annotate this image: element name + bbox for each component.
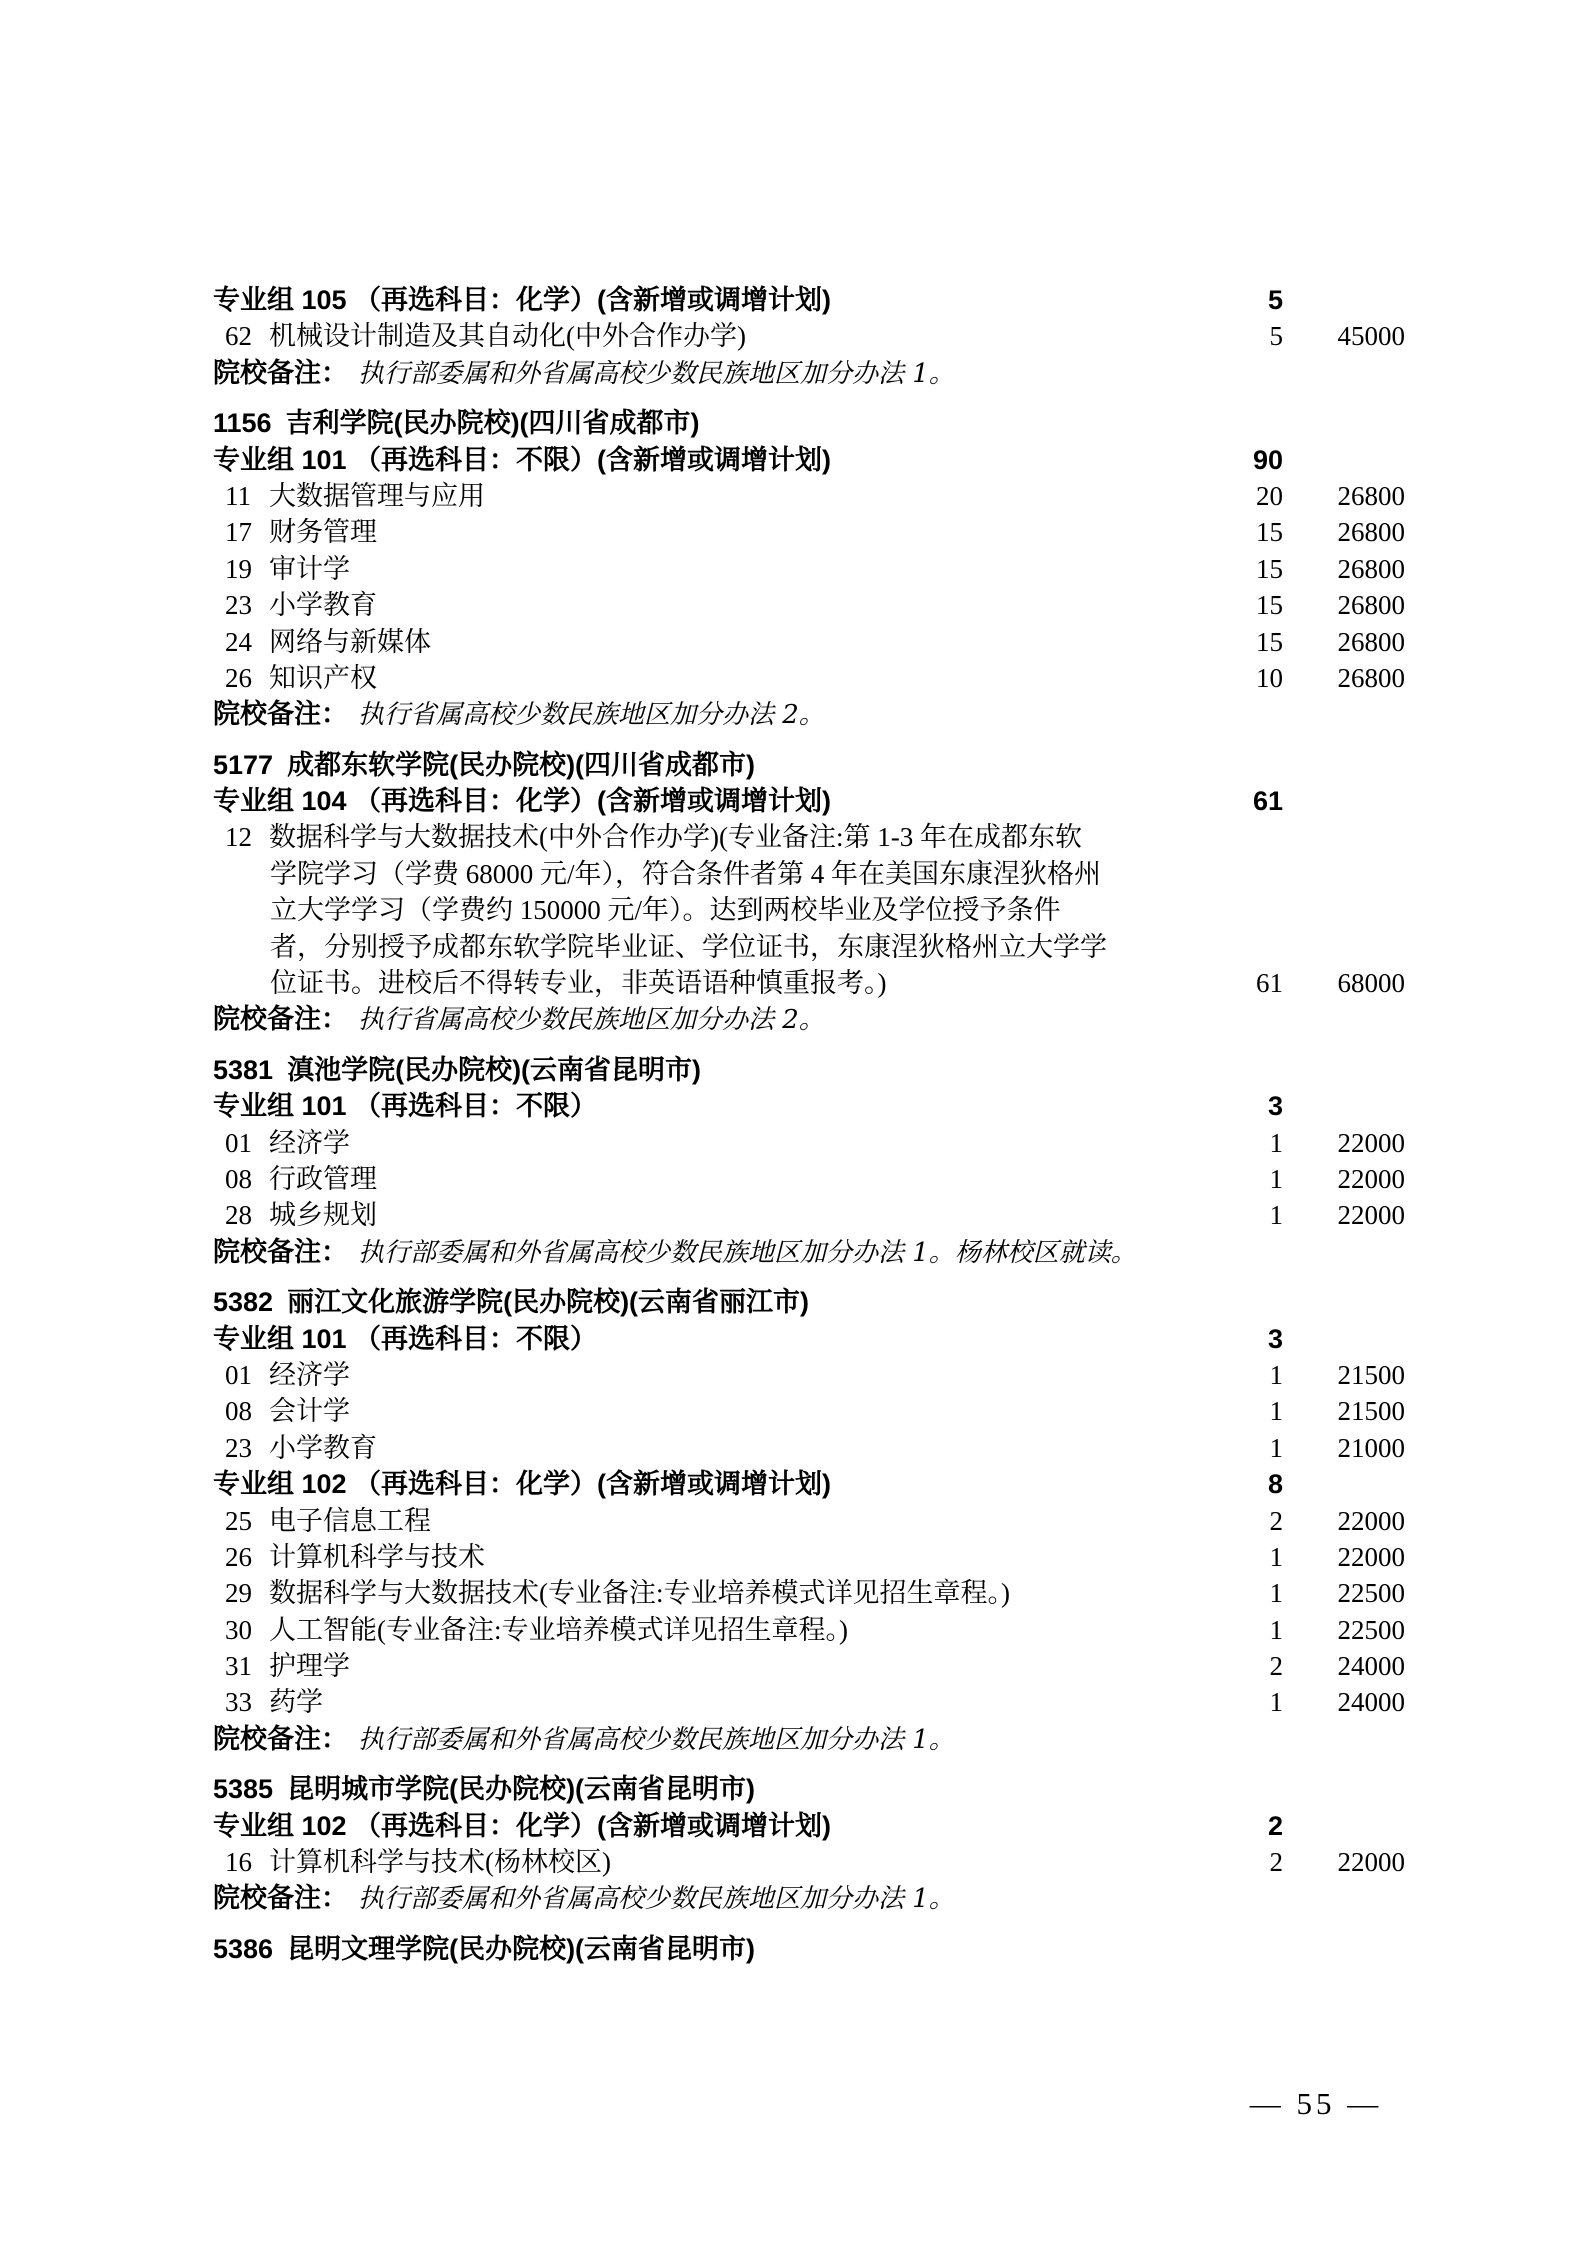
tuition-fee: 26800: [1337, 626, 1405, 657]
major-row: [213, 1503, 1413, 1539]
plan-count: 2: [1269, 1651, 1283, 1682]
institution-name: 滇池学院(民办院校)(云南省昆明市): [287, 1054, 702, 1085]
major-row: [213, 1539, 1413, 1575]
major-row: [213, 929, 1413, 965]
tuition-fee: 21000: [1337, 1432, 1405, 1463]
major-row: [213, 1197, 1413, 1233]
remark-row: [213, 1880, 1413, 1916]
remark-text: 执行省属高校少数民族地区加分办法 2。: [358, 700, 825, 731]
institution-code: 5177: [213, 749, 274, 780]
remark-row: [213, 1721, 1413, 1757]
institution-row: [213, 1284, 1413, 1320]
major-row: [213, 1161, 1413, 1197]
major-name: 会计学: [269, 1396, 350, 1427]
major-name: 机械设计制造及其自动化(中外合作办学): [269, 321, 746, 352]
major-code: 23: [225, 590, 252, 621]
institution-row: [213, 1771, 1413, 1807]
remark-label: 院校备注：: [213, 1004, 348, 1035]
major-name: 小学教育: [269, 590, 377, 621]
remark-label: 院校备注：: [213, 357, 348, 388]
institution-name: 吉利学院(民办院校)(四川省成都市): [285, 408, 700, 439]
major-row: [213, 1575, 1413, 1611]
major-row: [213, 624, 1413, 660]
group-plan-count: 3: [1267, 1091, 1283, 1122]
tuition-fee: 22500: [1337, 1578, 1405, 1609]
tuition-fee: 26800: [1337, 480, 1405, 511]
institution-name: 成都东软学院(民办院校)(四川省成都市): [287, 749, 756, 780]
major-code: 62: [225, 321, 252, 352]
major-row: [213, 1357, 1413, 1393]
remark-row: [213, 1234, 1413, 1270]
major-name: 小学教育: [269, 1432, 377, 1463]
major-code: 01: [225, 1127, 252, 1158]
tuition-fee: 22000: [1337, 1505, 1405, 1536]
tuition-fee: 22000: [1337, 1163, 1405, 1194]
major-group-header-row: [213, 282, 1413, 318]
major-group-header-row: [213, 1808, 1413, 1844]
tuition-fee: 22000: [1337, 1200, 1405, 1231]
group-plan-count: 3: [1267, 1323, 1283, 1354]
major-name: 大数据管理与应用: [269, 480, 485, 511]
major-code: 16: [225, 1847, 252, 1878]
institution-code: 1156: [213, 408, 272, 439]
major-row: [213, 587, 1413, 623]
major-name: 立大学学习（学费约 150000 元/年）。达到两校毕业及学位授予条件: [270, 895, 1061, 926]
plan-count: 1: [1269, 1127, 1283, 1158]
remark-row: [213, 696, 1413, 732]
plan-count: 15: [1256, 517, 1283, 548]
major-name: 财务管理: [269, 517, 377, 548]
remark-row: [213, 355, 1413, 391]
group-plan-count: 5: [1267, 285, 1283, 315]
major-group-title: 专业组 101 （再选科目：不限）: [213, 1323, 598, 1354]
plan-count: 15: [1256, 590, 1283, 621]
plan-count: 15: [1256, 553, 1283, 584]
plan-count: 1: [1269, 1396, 1283, 1427]
institution-code: 5381: [213, 1054, 274, 1085]
tuition-fee: 26800: [1337, 553, 1405, 584]
institution-name: 昆明文理学院(民办院校)(云南省昆明市): [287, 1933, 756, 1964]
remark-label: 院校备注：: [213, 699, 348, 730]
tuition-fee: 24000: [1337, 1687, 1405, 1718]
institution-row: [213, 405, 1413, 441]
major-row: [213, 318, 1413, 354]
institution-row: [213, 1931, 1413, 1967]
group-plan-count: 61: [1252, 786, 1283, 817]
remark-text: 执行部委属和外省属高校少数民族地区加分办法 1。: [358, 358, 955, 389]
major-name: 行政管理: [269, 1163, 377, 1194]
major-row: [213, 478, 1413, 514]
major-name: 审计学: [269, 553, 350, 584]
major-name: 数据科学与大数据技术(专业备注:专业培养模式详见招生章程。): [269, 1578, 1010, 1609]
group-plan-count: 90: [1252, 444, 1283, 475]
major-group-header-row: [213, 442, 1413, 478]
major-group-header-row: [213, 1466, 1413, 1502]
major-code: 08: [225, 1163, 252, 1194]
plan-count: 1: [1269, 1359, 1283, 1390]
major-code: 17: [225, 517, 252, 548]
remark-label: 院校备注：: [213, 1723, 348, 1754]
major-code: 24: [225, 626, 252, 657]
major-name: 网络与新媒体: [269, 626, 431, 657]
plan-count: 2: [1269, 1847, 1283, 1878]
plan-count: 1: [1269, 1614, 1283, 1645]
tuition-fee: 21500: [1337, 1396, 1405, 1427]
tuition-fee: 21500: [1337, 1359, 1405, 1390]
plan-count: 1: [1269, 1541, 1283, 1572]
major-name: 计算机科学与技术(杨林校区): [269, 1847, 611, 1878]
major-row: [213, 660, 1413, 696]
major-code: 33: [225, 1687, 252, 1718]
page-footer: — 55 —: [1249, 2086, 1383, 2121]
remark-label: 院校备注：: [213, 1236, 348, 1267]
plan-count: 2: [1269, 1505, 1283, 1536]
major-code: 30: [225, 1614, 252, 1645]
tuition-fee: 26800: [1337, 662, 1405, 693]
major-group-title: 专业组 102 （再选科目：化学）(含新增或调增计划): [213, 1810, 832, 1841]
major-code: 31: [225, 1651, 252, 1682]
major-code: 28: [225, 1200, 252, 1231]
group-plan-count: 8: [1267, 1469, 1283, 1500]
plan-count: 1: [1269, 1578, 1283, 1609]
major-code: 23: [225, 1432, 252, 1463]
group-plan-count: 2: [1267, 1810, 1283, 1841]
institution-row: [213, 747, 1413, 783]
major-group-header-row: [213, 783, 1413, 819]
major-code: 08: [225, 1396, 252, 1427]
major-code: 29: [225, 1578, 252, 1609]
remark-text: 执行部委属和外省属高校少数民族地区加分办法 1。: [358, 1724, 955, 1755]
remark-text: 执行部委属和外省属高校少数民族地区加分办法 1。: [358, 1884, 955, 1915]
major-name: 知识产权: [269, 662, 377, 693]
tuition-fee: 68000: [1337, 968, 1405, 999]
major-row: [213, 1844, 1413, 1880]
major-code: 12: [225, 822, 252, 853]
major-name: 数据科学与大数据技术(中外合作办学)(专业备注:第 1-3 年在成都东软: [269, 822, 1082, 853]
major-code: 11: [225, 480, 251, 511]
major-group-header-row: [213, 1321, 1413, 1357]
major-row: [213, 1684, 1413, 1720]
tuition-fee: 22000: [1337, 1847, 1405, 1878]
plan-count: 15: [1256, 626, 1283, 657]
major-name: 药学: [269, 1687, 323, 1718]
major-row: [213, 1393, 1413, 1429]
major-code: 25: [225, 1505, 252, 1536]
major-row: [213, 514, 1413, 550]
plan-count: 61: [1256, 968, 1283, 999]
tuition-fee: 22000: [1337, 1127, 1405, 1158]
remark-label: 院校备注：: [213, 1883, 348, 1914]
major-row: [213, 551, 1413, 587]
major-row: [213, 1648, 1413, 1684]
major-row: [213, 856, 1413, 892]
major-name: 计算机科学与技术: [269, 1541, 485, 1572]
plan-count: 1: [1269, 1200, 1283, 1231]
major-group-title: 专业组 104 （再选科目：化学）(含新增或调增计划): [213, 786, 832, 817]
major-group-header-row: [213, 1088, 1413, 1124]
major-group-title: 专业组 102 （再选科目：化学）(含新增或调增计划): [213, 1469, 832, 1500]
plan-count: 1: [1269, 1163, 1283, 1194]
major-name: 城乡规划: [269, 1200, 377, 1231]
plan-count: 20: [1256, 480, 1283, 511]
tuition-fee: 26800: [1337, 590, 1405, 621]
major-row: [213, 1612, 1413, 1648]
major-name: 人工智能(专业备注:专业培养模式详见招生章程。): [269, 1614, 848, 1645]
major-name: 经济学: [269, 1127, 350, 1158]
institution-code: 5386: [213, 1933, 274, 1964]
major-row: [213, 1430, 1413, 1466]
major-group-title: 专业组 101 （再选科目：不限）: [213, 1091, 598, 1122]
major-group-title: 专业组 101 （再选科目：不限）(含新增或调增计划): [213, 444, 832, 475]
plan-count: 1: [1269, 1432, 1283, 1463]
major-code: 26: [225, 662, 252, 693]
rows-container: [213, 282, 1413, 1967]
plan-count: 5: [1269, 321, 1283, 352]
plan-count: 10: [1256, 662, 1283, 693]
major-name: 护理学: [269, 1651, 350, 1682]
major-name: 者，分别授予成都东软学院毕业证、学位证书，东康涅狄格州立大学学: [270, 931, 1107, 962]
tuition-fee: 26800: [1337, 517, 1405, 548]
tuition-fee: 24000: [1337, 1651, 1405, 1682]
major-code: 19: [225, 553, 252, 584]
tuition-fee: 45000: [1337, 321, 1405, 352]
major-group-title: 专业组 105 （再选科目：化学）(含新增或调增计划): [213, 285, 832, 315]
institution-code: 5385: [213, 1774, 274, 1805]
institution-name: 丽江文化旅游学院(民办院校)(云南省丽江市): [287, 1287, 810, 1318]
remark-text: 执行部委属和外省属高校少数民族地区加分办法 1。杨林校区就读。: [358, 1237, 1137, 1268]
major-row: [213, 965, 1413, 1001]
major-row: [213, 892, 1413, 928]
tuition-fee: 22000: [1337, 1541, 1405, 1572]
major-code: 26: [225, 1541, 252, 1572]
major-row: [213, 819, 1413, 855]
major-name: 电子信息工程: [269, 1505, 431, 1536]
tuition-fee: 22500: [1337, 1614, 1405, 1645]
major-code: 01: [225, 1359, 252, 1390]
institution-name: 昆明城市学院(民办院校)(云南省昆明市): [287, 1774, 756, 1805]
major-name: 位证书。进校后不得转专业，非英语语种慎重报考。): [270, 968, 887, 999]
institution-row: [213, 1052, 1413, 1088]
major-name: 经济学: [269, 1359, 350, 1390]
institution-code: 5382: [213, 1287, 274, 1318]
plan-count: 1: [1269, 1687, 1283, 1718]
remark-row: [213, 1001, 1413, 1037]
remark-text: 执行省属高校少数民族地区加分办法 2。: [358, 1005, 825, 1036]
major-name: 学院学习（学费 68000 元/年），符合条件者第 4 年在美国东康涅狄格州: [270, 858, 1102, 889]
major-row: [213, 1125, 1413, 1161]
